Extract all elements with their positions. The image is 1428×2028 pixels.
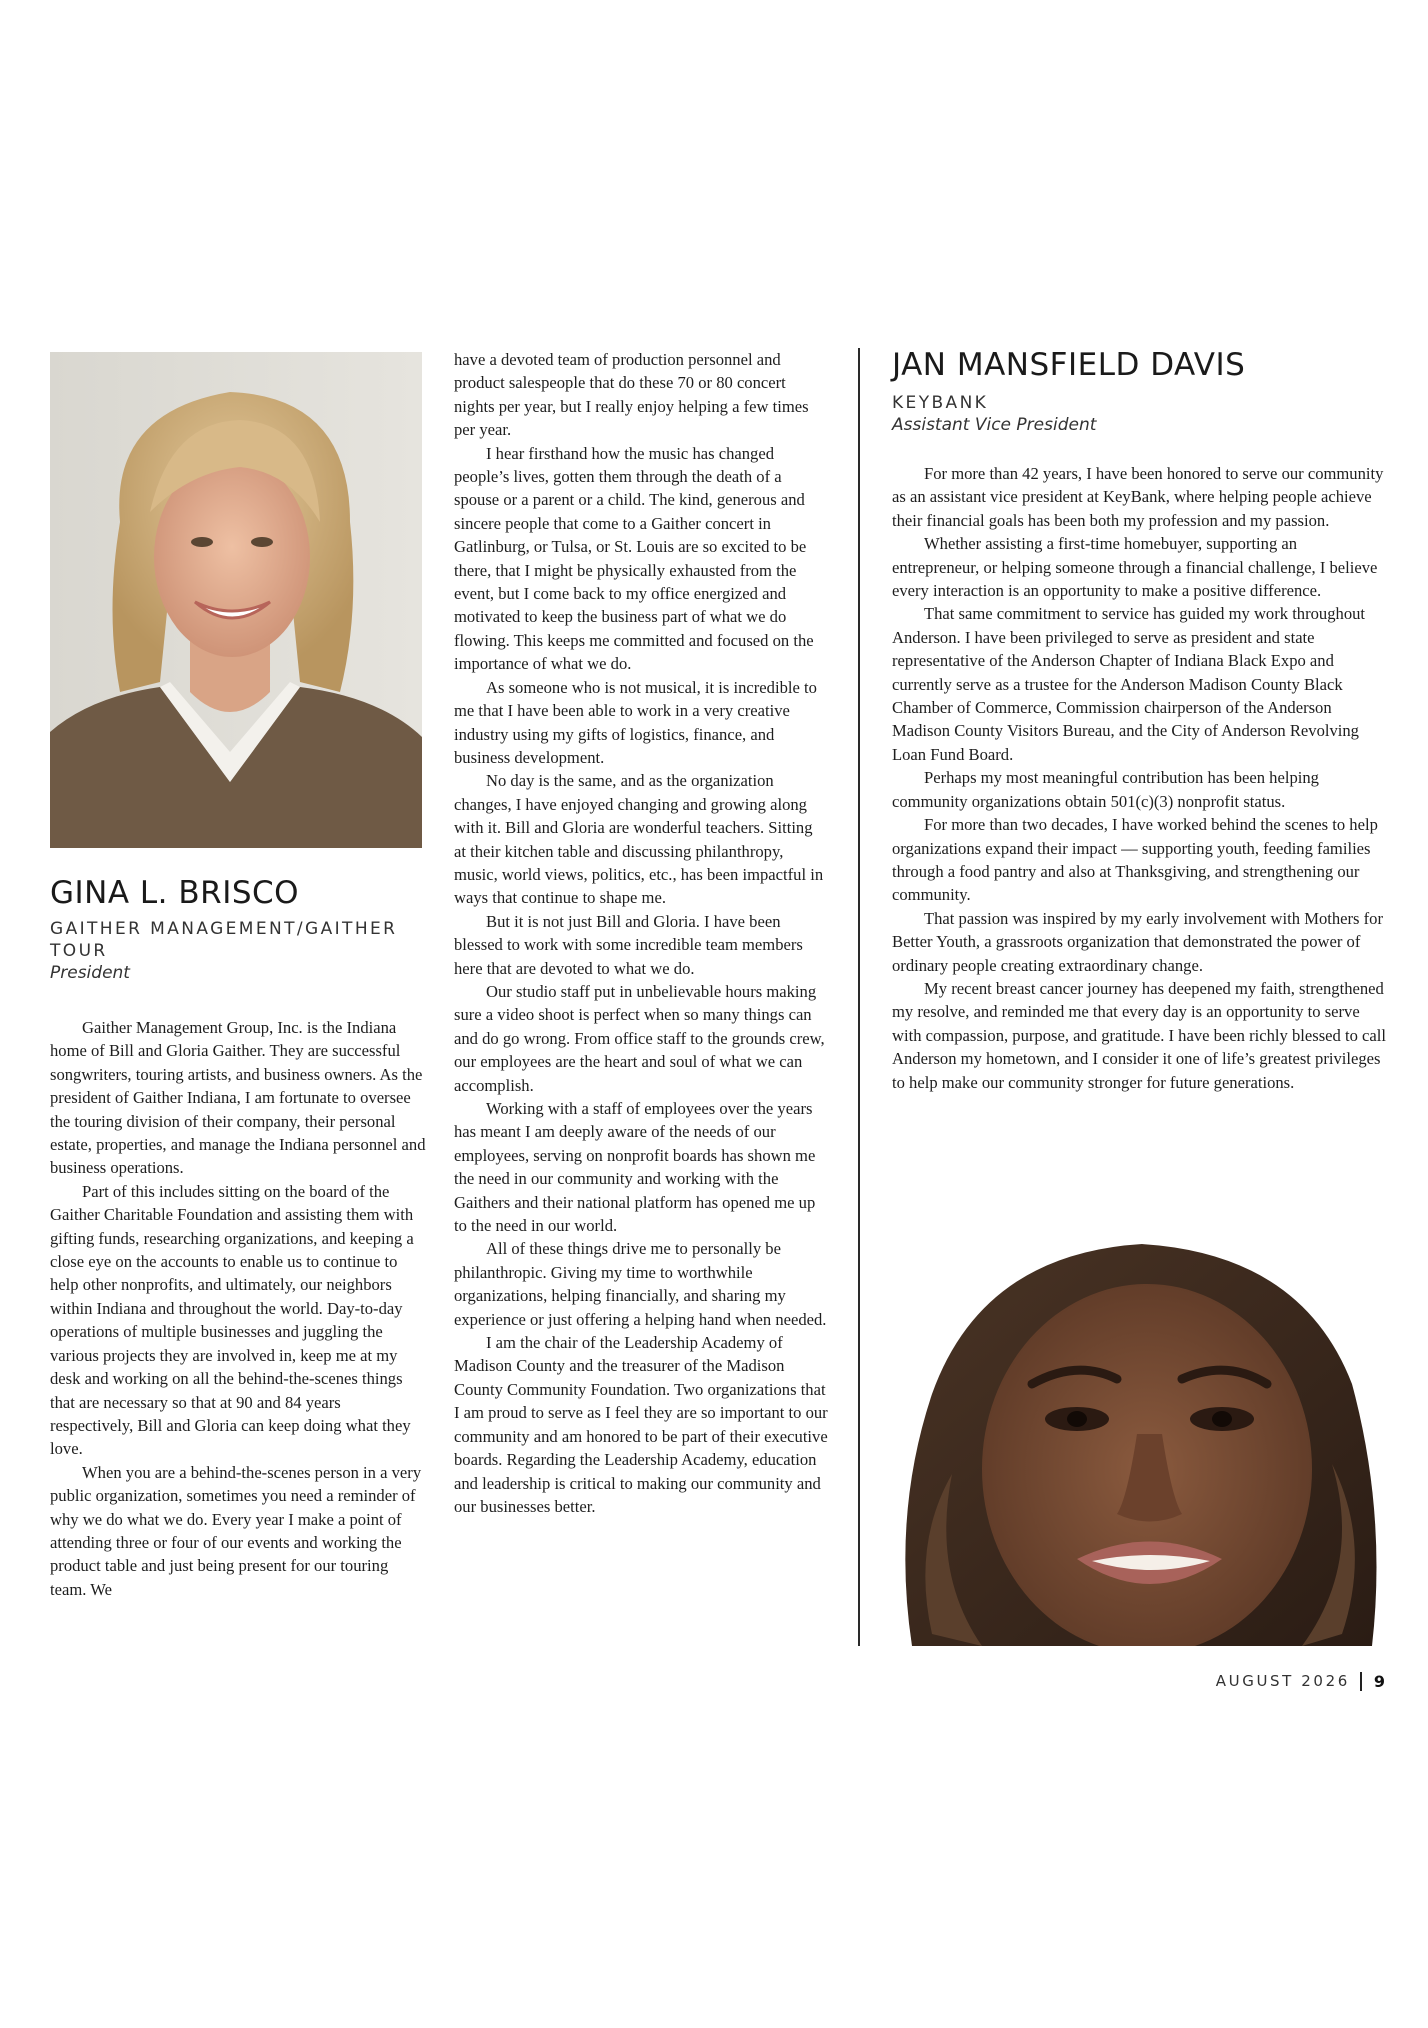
- issue-date: AUGUST 2026: [1215, 1672, 1350, 1690]
- body-paragraph: No day is the same, and as the organization changes, I have enjoyed changing and growing along with it. Bill and Gloria are wonderful teachers. Sitting at their kitchen table and discussing philanthropy, music, world views, politics, etc., has been impactful in ways that continue to shape me.: [454, 771, 824, 908]
- body-paragraph: That same commitment to service has guided my work throughout Anderson. I have been privileged to serve as president and state representative of the Anderson Chapter of Indiana Black Expo and currently serve as a trustee for the Anderson Madison County Black Chamber of Commerce, Commission chairperson of the Anderson Madison County Visitors Bureau, and the City of Anderson Revolving Loan Fund Board.: [892, 604, 1366, 764]
- body-paragraph: But it is not just Bill and Gloria. I have been blessed to work with some incredible team members here that are devoted to what we do.: [454, 911, 803, 978]
- body-paragraph: I hear firsthand how the music has changed people’s lives, gotten them through the death of a spouse or a parent or a child. The kind, generous and sincere people that come to a Gaither concert in Gatlinburg, or Tulsa, or St. Louis are so excited to be there, that I might be physically exhausted from the event, but I come back to my office energized and motivated to keep the business part of what we do flowing. This keeps me committed and focused on the importance of what we do.: [454, 443, 814, 674]
- body-paragraph: My recent breast cancer journey has deepened my faith, strengthened my resolve, and reminded me that every day is an opportunity to serve with compassion, purpose, and gratitude. I have been richly blessed to call Anderson my hometown, and I consider it one of life’s greatest privileges to help make our community stronger for future generations.: [892, 978, 1386, 1092]
- body-paragraph: All of these things drive me to personally be philanthropic. Giving my time to worthwhile organizations, helping financially, and sharing my experience or just offering a helping hand when needed.: [454, 1239, 827, 1329]
- body-paragraph: Perhaps my most meaningful contribution has been helping community organizations obtain 501(c)(3) nonprofit status.: [892, 768, 1319, 811]
- body-paragraph: Our studio staff put in unbelievable hours making sure a video shoot is perfect when so many things can and do go wrong. From office staff to the grounds crew, our employees are the heart and soul of what we can accomplish.: [454, 981, 825, 1095]
- article-column-2: [454, 348, 828, 1518]
- body-paragraph: have a devoted team of production personnel and product salespeople that do these 70 or 80 concert nights per year, but I really enjoy helping a few times per year.: [454, 350, 809, 440]
- body-paragraph: I am the chair of the Leadership Academy of Madison County and the treasurer of the Madison County Community Foundation. Two organizations that I am proud to serve as I feel they are so important to our community and am honored to be part of their executive boards. Regarding the Leadership Academy, education and leadership is critical to making our community and our businesses better.: [454, 1333, 828, 1516]
- body-paragraph: For more than 42 years, I have been honored to serve our community as an assistant vice president at KeyBank, where helping people achieve their financial goals has been both my profession and my passion.: [892, 464, 1384, 530]
- body-paragraph: Whether assisting a first-time homebuyer, supporting an entrepreneur, or helping someone through a financial challenge, I believe every interaction is an opportunity to make a positive difference.: [892, 534, 1378, 601]
- page-number: 9: [1373, 1671, 1385, 1691]
- body-paragraph: As someone who is not musical, it is incredible to me that I have been able to work in a very creative industry using my gifts of logistics, finance, and business development.: [454, 677, 817, 767]
- article-column-1: [50, 1016, 426, 1601]
- profile-role: President: [50, 963, 130, 983]
- body-paragraph: That passion was inspired by my early involvement with Mothers for Better Youth, a grassroots organization that demonstrated the power of ordinary people creating extraordinary change.: [892, 908, 1384, 975]
- profile-organization: KEYBANK: [892, 393, 989, 413]
- page-footer: [1216, 1670, 1385, 1692]
- profile-name: JAN MANSFIELD DAVIS: [892, 347, 1246, 383]
- body-paragraph: When you are a behind-the-scenes person in a very public organization, sometimes you need a reminder of why we do what we do. Every year I make a point of attending three or four of our events and working the product table and just being present for our touring team. We: [50, 1462, 422, 1599]
- profile-organization: GAITHER MANAGEMENT/GAITHER TOUR: [50, 919, 398, 961]
- portrait-photo-jan-mansfield-davis: [892, 1214, 1385, 1646]
- article-column-3: [892, 462, 1388, 1094]
- body-paragraph: For more than two decades, I have worked behind the scenes to help organizations expand their impact — supporting youth, feeding families through a food pantry and also at Thanksgiving, and strengthening our community.: [892, 815, 1378, 905]
- profile-name: GINA L. BRISCO: [50, 875, 300, 911]
- body-paragraph: Working with a staff of employees over the years has meant I am deeply aware of the needs of our employees, serving on nonprofit boards has shown me the need in our community and working with the Gaithers and their national platform has opened me up to the need in our world.: [454, 1099, 816, 1236]
- body-paragraph: Part of this includes sitting on the board of the Gaither Charitable Foundation and assisting them with gifting funds, researching organizations, and keeping a close eye on the accounts to enable us to continue to help other nonprofits, and ultimately, our neighbors within Indiana and throughout the world. Day-to-day operations of multiple businesses and juggling the various projects they are involved in, keep me at my desk and working on all the behind-the-scenes things that are necessary so that at 90 and 84 years respectively, Bill and Gloria can keep doing what they love.: [50, 1181, 414, 1459]
- body-paragraph: Gaither Management Group, Inc. is the Indiana home of Bill and Gloria Gaither. They are successful songwriters, touring artists, and business owners. As the president of Gaither Indiana, I am fortunate to oversee the touring division of their company, their personal estate, properties, and manage the Indiana personnel and business operations.: [50, 1018, 426, 1178]
- footer-divider: [1360, 1672, 1362, 1691]
- profile-role: Assistant Vice President: [892, 415, 1097, 435]
- column-divider: [858, 348, 860, 1646]
- portrait-photo-gina-brisco: [50, 352, 422, 848]
